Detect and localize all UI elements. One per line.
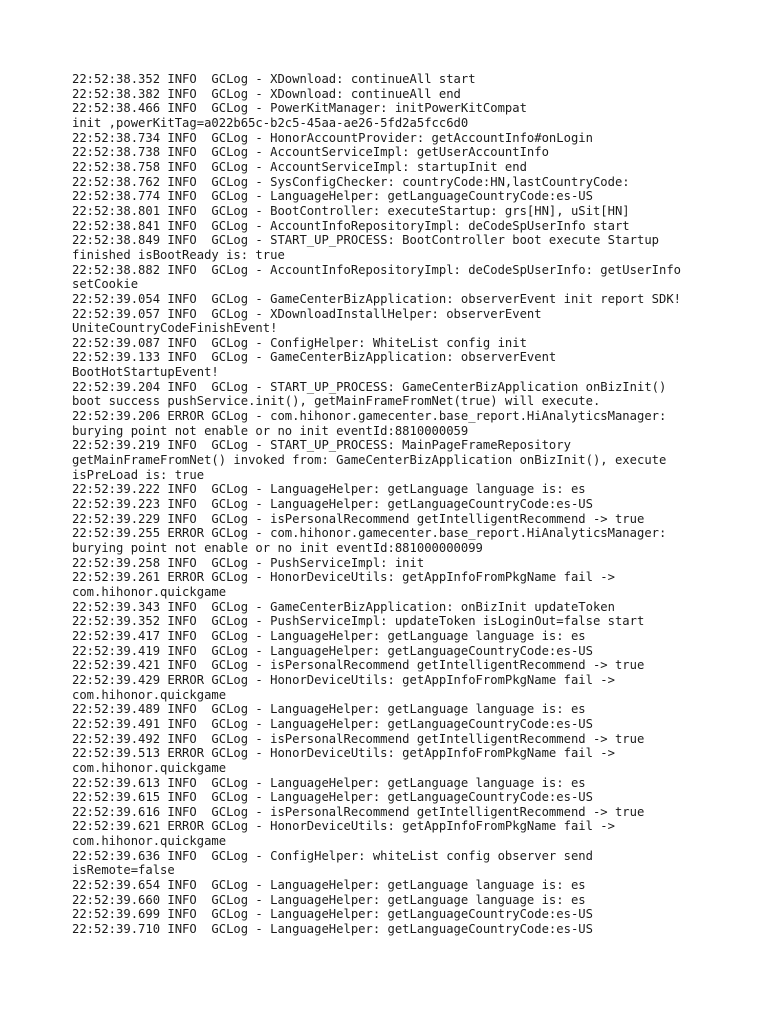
log-line: 22:52:39.421 INFO GCLog - isPersonalRecommend getIntelligentRecommend -> true	[72, 658, 645, 673]
log-line: 22:52:39.710 INFO GCLog - LanguageHelper: getLanguageCountryCode:es-US	[72, 922, 593, 937]
log-line: 22:52:39.429 ERROR GCLog - HonorDeviceUtils: getAppInfoFromPkgName fail ->	[72, 672, 615, 687]
log-line: burying point not enable or no init eventId:8810000059	[72, 423, 469, 438]
log-line: isPreLoad is: true	[72, 467, 205, 482]
log-line: 22:52:39.255 ERROR GCLog - com.hihonor.gamecenter.base_report.HiAnalyticsManager:	[72, 526, 667, 541]
log-line: 22:52:39.258 INFO GCLog - PushServiceImpl: init	[72, 555, 425, 570]
log-line: 22:52:39.223 INFO GCLog - LanguageHelper: getLanguageCountryCode:es-US	[72, 497, 593, 512]
log-line: com.hihonor.quickgame	[72, 760, 227, 775]
log-line: com.hihonor.quickgame	[72, 834, 227, 849]
log-line: 22:52:39.352 INFO GCLog - PushServiceImpl: updateToken isLoginOut=false start	[72, 614, 645, 629]
log-line: 22:52:39.615 INFO GCLog - LanguageHelper: getLanguageCountryCode:es-US	[72, 790, 593, 805]
log-line: setCookie	[72, 277, 139, 292]
log-line: 22:52:39.087 INFO GCLog - ConfigHelper: WhiteList config init	[72, 335, 527, 350]
log-line: 22:52:38.841 INFO GCLog - AccountInfoRepositoryImpl: deCodeSpUserInfo start	[72, 218, 630, 233]
log-line: BootHotStartupEvent!	[72, 365, 219, 380]
log-line: 22:52:38.382 INFO GCLog - XDownload: continueAll end	[72, 86, 461, 101]
log-line: 22:52:39.489 INFO GCLog - LanguageHelper: getLanguage language is: es	[72, 702, 586, 717]
log-line: 22:52:39.261 ERROR GCLog - HonorDeviceUtils: getAppInfoFromPkgName fail ->	[72, 570, 615, 585]
log-line: init ,powerKitTag=a022b65c-b2c5-45aa-ae26-5fd2a5fcc6d0	[72, 115, 469, 130]
log-line: 22:52:39.054 INFO GCLog - GameCenterBizApplication: observerEvent init report SDK!	[72, 291, 682, 306]
log-line: 22:52:39.636 INFO GCLog - ConfigHelper: whiteList config observer send	[72, 848, 593, 863]
log-line: boot success pushService.init(), getMainFrameFromNet(true) will execute.	[72, 394, 601, 409]
log-line: 22:52:39.419 INFO GCLog - LanguageHelper: getLanguageCountryCode:es-US	[72, 643, 593, 658]
log-line: 22:52:38.734 INFO GCLog - HonorAccountProvider: getAccountInfo#onLogin	[72, 130, 593, 145]
log-line: finished isBootReady is: true	[72, 247, 285, 262]
log-line: 22:52:38.352 INFO GCLog - XDownload: continueAll start	[72, 72, 476, 86]
log-document	[72, 72, 712, 937]
log-line: 22:52:39.417 INFO GCLog - LanguageHelper: getLanguage language is: es	[72, 628, 586, 643]
log-line: 22:52:38.849 INFO GCLog - START_UP_PROCESS: BootController boot execute Startup	[72, 233, 659, 248]
log-line: com.hihonor.quickgame	[72, 584, 227, 599]
log-line: 22:52:39.491 INFO GCLog - LanguageHelper: getLanguageCountryCode:es-US	[72, 716, 593, 731]
log-line: 22:52:39.219 INFO GCLog - START_UP_PROCESS: MainPageFrameRepository	[72, 438, 571, 453]
log-line: 22:52:38.466 INFO GCLog - PowerKitManager: initPowerKitCompat	[72, 101, 527, 116]
log-line: 22:52:38.738 INFO GCLog - AccountServiceImpl: getUserAccountInfo	[72, 145, 549, 160]
log-line: getMainFrameFromNet() invoked from: GameCenterBizApplication onBizInit(), execute	[72, 453, 667, 468]
log-line: 22:52:39.492 INFO GCLog - isPersonalRecommend getIntelligentRecommend -> true	[72, 731, 645, 746]
log-line: 22:52:39.699 INFO GCLog - LanguageHelper: getLanguageCountryCode:es-US	[72, 907, 593, 922]
log-line: 22:52:38.801 INFO GCLog - BootController: executeStartup: grs[HN], uSit[HN]	[72, 203, 630, 218]
log-line: UniteCountryCodeFinishEvent!	[72, 321, 278, 336]
log-line: 22:52:38.762 INFO GCLog - SysConfigChecker: countryCode:HN,lastCountryCode:	[72, 174, 630, 189]
log-line: 22:52:39.222 INFO GCLog - LanguageHelper: getLanguage language is: es	[72, 482, 586, 497]
log-line: 22:52:38.882 INFO GCLog - AccountInfoRepositoryImpl: deCodeSpUserInfo: getUserInfo	[72, 262, 682, 277]
log-line: 22:52:39.057 INFO GCLog - XDownloadInstallHelper: observerEvent	[72, 306, 542, 321]
log-line: 22:52:39.229 INFO GCLog - isPersonalRecommend getIntelligentRecommend -> true	[72, 511, 645, 526]
log-line: 22:52:39.616 INFO GCLog - isPersonalRecommend getIntelligentRecommend -> true	[72, 804, 645, 819]
log-line: 22:52:38.758 INFO GCLog - AccountServiceImpl: startupInit end	[72, 159, 527, 174]
log-line: 22:52:39.343 INFO GCLog - GameCenterBizApplication: onBizInit updateToken	[72, 599, 615, 614]
log-line: 22:52:39.654 INFO GCLog - LanguageHelper: getLanguage language is: es	[72, 878, 586, 893]
log-line: 22:52:39.204 INFO GCLog - START_UP_PROCESS: GameCenterBizApplication onBizInit()	[72, 379, 667, 394]
log-line: 22:52:39.613 INFO GCLog - LanguageHelper: getLanguage language is: es	[72, 775, 586, 790]
log-line: 22:52:39.206 ERROR GCLog - com.hihonor.gamecenter.base_report.HiAnalyticsManager:	[72, 409, 667, 424]
log-line: 22:52:38.774 INFO GCLog - LanguageHelper: getLanguageCountryCode:es-US	[72, 189, 593, 204]
log-line: burying point not enable or no init eventId:881000000099	[72, 541, 483, 555]
log-line: 22:52:39.513 ERROR GCLog - HonorDeviceUtils: getAppInfoFromPkgName fail ->	[72, 746, 615, 761]
log-line: isRemote=false	[72, 863, 175, 878]
log-line: 22:52:39.621 ERROR GCLog - HonorDeviceUtils: getAppInfoFromPkgName fail ->	[72, 819, 615, 834]
log-line: com.hihonor.quickgame	[72, 687, 227, 702]
log-line: 22:52:39.133 INFO GCLog - GameCenterBizApplication: observerEvent	[72, 350, 557, 365]
log-line: 22:52:39.660 INFO GCLog - LanguageHelper: getLanguage language is: es	[72, 892, 586, 907]
